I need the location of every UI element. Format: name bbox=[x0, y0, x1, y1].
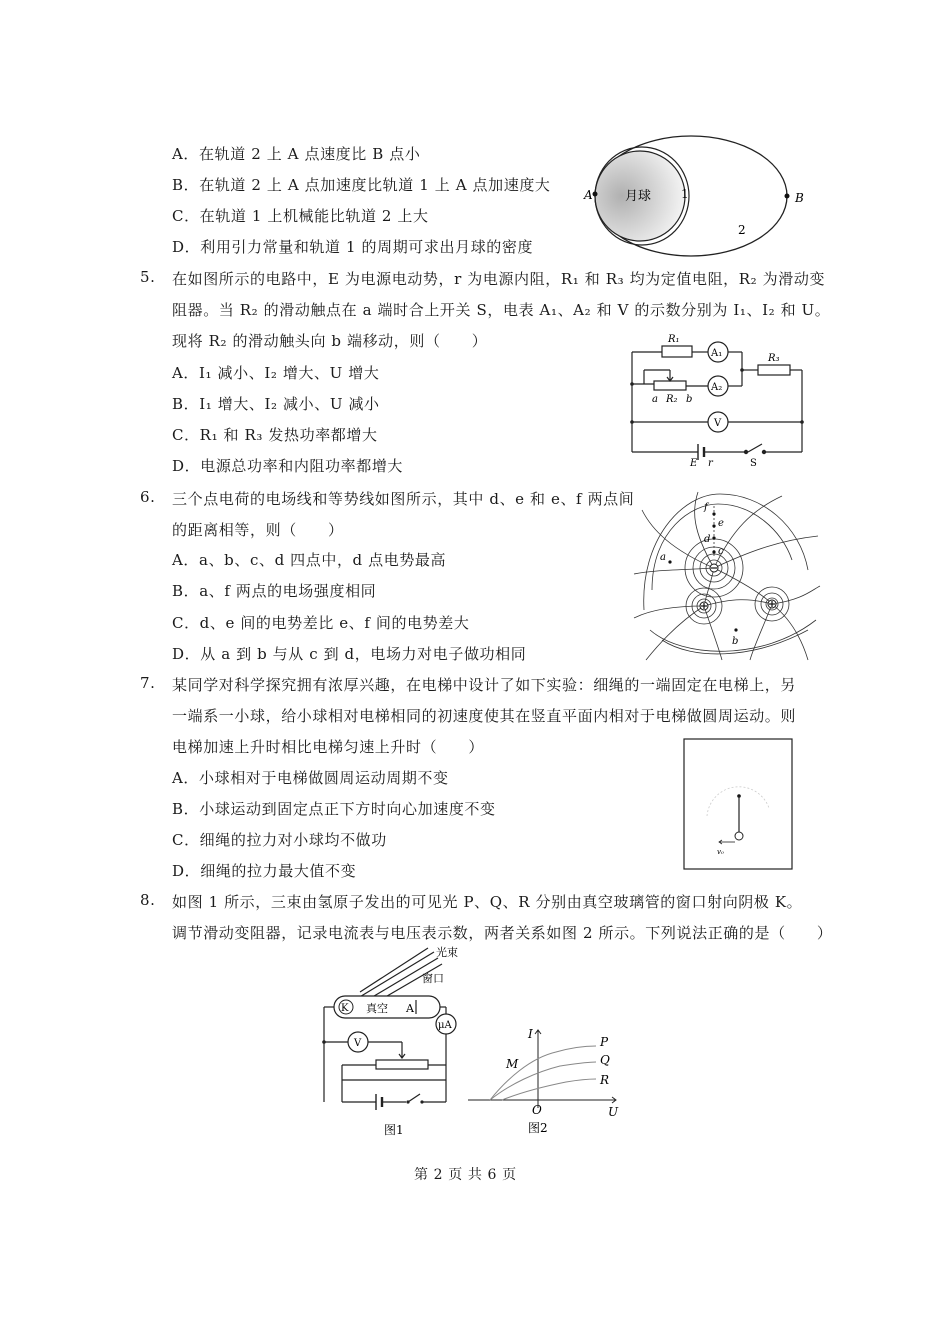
curve-r bbox=[502, 1079, 596, 1100]
q7-stem-line-2: 一端系一小球，给小球相对电梯相同的初速度使其在竖直平面内相对于电梯做圆周运动。则 bbox=[172, 707, 797, 725]
terminal-b-label: b bbox=[686, 394, 693, 405]
internal-r-label: r bbox=[708, 458, 713, 468]
point-b-dot bbox=[785, 194, 790, 199]
q4-option-a: A．在轨道 2 上 A 点速度比 B 点小 bbox=[172, 145, 421, 163]
q4-option-b: B．在轨道 2 上 A 点加速度比轨道 1 上 A 点加速度大 bbox=[172, 176, 551, 194]
q6-option-b: B．a、f 两点的电场强度相同 bbox=[172, 582, 377, 600]
page-footer: 第 2 页 共 6 页 bbox=[414, 1167, 517, 1183]
q6-option-c: C．d、e 间的电势差比 e、f 间的电势差大 bbox=[172, 614, 470, 632]
q5-number: 5. bbox=[140, 268, 156, 286]
q8-stem-line-2: 调节滑动变阻器，记录电流表与电压表示数，两者关系如图 2 所示。下列说法正确的是（ ） bbox=[172, 924, 833, 942]
a1-label: A₁ bbox=[711, 348, 723, 359]
q4-orbit-figure bbox=[578, 130, 818, 258]
q8-number: 8. bbox=[140, 891, 156, 909]
axis-i-label: I bbox=[528, 1027, 533, 1041]
q4-option-d: D．利用引力常量和轨道 1 的周期可求出月球的密度 bbox=[172, 238, 534, 256]
q7-stem-line-1: 某同学对科学探究拥有浓厚兴趣，在电梯中设计了如下实验：细绳的一端固定在电梯上，另 bbox=[172, 676, 797, 694]
r1-label: R₁ bbox=[668, 334, 680, 345]
orbit-2-label: 2 bbox=[738, 223, 746, 237]
point-a-dot bbox=[593, 192, 598, 197]
q5-option-a: A．I₁ 减小、I₂ 增大、U 增大 bbox=[172, 364, 380, 382]
moon-label: 月球 bbox=[625, 189, 652, 204]
curve-p-label: P bbox=[600, 1035, 609, 1049]
q5-option-b: B．I₁ 增大、I₂ 减小、U 减小 bbox=[172, 395, 380, 413]
point-e-label: e bbox=[718, 518, 724, 529]
q8-fig2-graph bbox=[466, 1024, 626, 1140]
q8-fig1-circuit bbox=[318, 944, 478, 1138]
r2-label: R₂ bbox=[666, 394, 678, 405]
r2-rheostat bbox=[654, 381, 686, 390]
q5-stem-line-3: 现将 R₂ 的滑动触头向 b 端移动，则（ ） bbox=[172, 332, 488, 350]
q8-stem-line-1: 如图 1 所示，三束由氢原子发出的可见光 P、Q、R 分别由真空玻璃管的窗口射向阴极 K。 bbox=[172, 893, 803, 911]
terminal-a-label: a bbox=[652, 394, 658, 405]
curve-r-label: R bbox=[600, 1073, 610, 1087]
q7-option-d: D．细绳的拉力最大值不变 bbox=[172, 862, 357, 880]
origin-label: O bbox=[532, 1103, 542, 1117]
r3-label: R₃ bbox=[768, 353, 780, 364]
voltmeter-label: V bbox=[354, 1038, 362, 1049]
q5-option-c: C．R₁ 和 R₃ 发热功率都增大 bbox=[172, 426, 378, 444]
q7-stem-line-3: 电梯加速上升时相比电梯匀速上升时（ ） bbox=[172, 738, 485, 756]
q5-circuit-figure bbox=[622, 330, 818, 468]
q6-option-a: A．a、b、c、d 四点中，d 点电势最高 bbox=[172, 551, 447, 569]
r1-resistor bbox=[662, 346, 692, 357]
orbit-1-label: 1 bbox=[681, 187, 689, 201]
q4-option-c: C．在轨道 1 上机械能比轨道 2 上大 bbox=[172, 207, 429, 225]
q7-number: 7. bbox=[140, 674, 156, 692]
q5-stem-line-2: 阻器。当 R₂ 的滑动触点在 a 端时合上开关 S，电表 A₁、A₂ 和 V 的示数分别为 I₁、I₂ 和 U。 bbox=[172, 301, 831, 319]
curve-p bbox=[490, 1046, 596, 1100]
point-m-label: M bbox=[506, 1057, 519, 1071]
point-d-label: d bbox=[704, 534, 711, 545]
rheostat bbox=[376, 1060, 428, 1069]
cathode-k-label: K bbox=[341, 1003, 349, 1014]
fig1-caption: 图1 bbox=[384, 1123, 404, 1137]
q6-stem-line-1: 三个点电荷的电场线和等势线如图所示，其中 d、e 和 e、f 两点间 bbox=[172, 490, 635, 508]
q6-number: 6. bbox=[140, 488, 156, 506]
v0-label: v₀ bbox=[717, 848, 724, 856]
point-c-label: c bbox=[718, 546, 724, 557]
v-label: V bbox=[714, 418, 722, 429]
anode-a-label: A bbox=[406, 1002, 414, 1015]
microammeter-label: μA bbox=[438, 1020, 452, 1031]
beam-label: 光束 bbox=[436, 946, 458, 959]
q7-option-a: A．小球相对于电梯做圆周运动周期不变 bbox=[172, 769, 449, 787]
point-a-label: A bbox=[584, 188, 593, 202]
q5-option-d: D．电源总功率和内阻功率都增大 bbox=[172, 457, 404, 475]
fig2-caption: 图2 bbox=[528, 1121, 548, 1135]
emf-label: E bbox=[690, 458, 698, 468]
q7-elevator-figure bbox=[683, 738, 795, 872]
point-a-label: a bbox=[660, 552, 666, 563]
point-b-label: b bbox=[732, 636, 739, 647]
q6-field-figure bbox=[632, 490, 822, 662]
ball bbox=[735, 832, 743, 840]
q6-stem-line-2: 的距离相等，则（ ） bbox=[172, 521, 344, 539]
curve-q-label: Q bbox=[600, 1053, 610, 1067]
point-f-label: f bbox=[704, 502, 708, 513]
window-label: 窗口 bbox=[422, 972, 444, 985]
q7-option-c: C．细绳的拉力对小球均不做功 bbox=[172, 831, 387, 849]
q6-option-d: D．从 a 到 b 与从 c 到 d，电场力对电子做功相同 bbox=[172, 645, 527, 663]
point-b-label: B bbox=[795, 191, 804, 205]
axis-u-label: U bbox=[608, 1105, 619, 1119]
q7-option-b: B．小球运动到固定点正下方时向心加速度不变 bbox=[172, 800, 496, 818]
a2-label: A₂ bbox=[711, 382, 723, 393]
switch-s-label: S bbox=[750, 458, 757, 468]
q5-stem-line-1: 在如图所示的电路中，E 为电源电动势，r 为电源内阻，R₁ 和 R₃ 均为定值电阻，R₂ 为滑动变 bbox=[172, 270, 826, 288]
vacuum-label: 真空 bbox=[366, 1002, 388, 1015]
r3-resistor bbox=[758, 365, 790, 375]
